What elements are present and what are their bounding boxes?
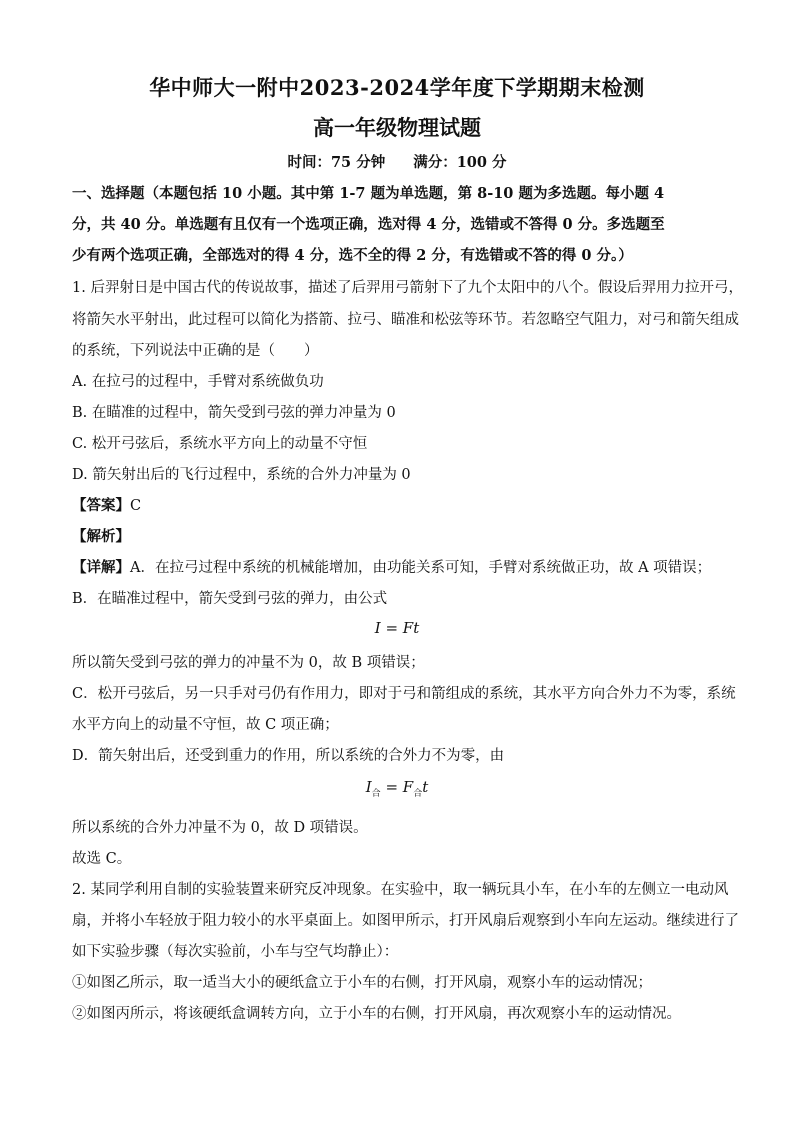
section-instruction-line: 一、选择题（本题包括 10 小题。其中第 1-7 题为单选题，第 8-10 题为多选题。每小题 4 [72,185,665,202]
q1-stem-line: 1. 后羿射日是中国古代的传说故事，描述了后羿用弓箭射下了九个太阳中的八个。假设后羿用力拉开弓， [72,280,743,296]
q1-detail-line: 水平方向上的动量不守恒，故 C 项正确； [72,717,339,733]
q2-stem-line: 如下实验步骤（每次实验前，小车与空气均静止）： [72,944,399,960]
q1-option-b: B. 在瞄准的过程中，箭矢受到弓弦的弹力冲量为 0 [72,405,396,421]
detail-tag: 【详解】 [72,560,130,576]
q1-stem-line: 的系统，下列说法中正确的是（ ） [72,343,319,359]
q1-option-d: D. 箭矢射出后的飞行过程中，系统的合外力冲量为 0 [72,467,411,483]
q1-detail-line: 故选 C。 [72,851,132,867]
answer-tag: 【答案】 [72,498,130,514]
q1-stem-line: 将箭矢水平射出，此过程可以简化为搭箭、拉弓、瞄准和松弦等环节。若忽略空气阻力，对弓和箭矢组成 [72,312,739,328]
exam-title: 华中师大一附中2023-2024学年度下学期期末检测 [149,75,645,100]
exam-time: 时间：75 分钟 [287,154,386,171]
q1-option-c: C. 松开弓弦后，系统水平方向上的动量不守恒 [72,436,368,452]
q1-option-a: A. 在拉弓的过程中，手臂对系统做负功 [72,374,324,390]
exam-info [0,151,794,172]
answer-value: C [130,498,142,514]
q1-detail-line: 所以箭矢受到弓弦的弹力的冲量不为 0，故 B 项错误； [72,655,425,671]
q2-step-1: ①如图乙所示，取一适当大小的硬纸盒立于小车的右侧，打开风扇，观察小车的运动情况； [72,975,652,991]
q2-step-2: ②如图丙所示，将该硬纸盒调转方向，立于小车的右侧，打开风扇，再次观察小车的运动情况。 [72,1006,681,1022]
q1-answer [72,494,722,515]
exam-score: 满分：100 分 [413,154,507,171]
detail-text: A．在拉弓过程中系统的机械能增加，由功能关系可知，手臂对系统做正功，故 A 项错误； [130,560,712,576]
formula-impulse: I = Ft [374,619,420,637]
q2-stem-line: 2. 某同学利用自制的实验装置来研究反冲现象。在实验中，取一辆玩具小车，在小车的左侧立一电动风 [72,882,729,898]
q1-detail-line: D．箭矢射出后，还受到重力的作用，所以系统的合外力不为零，由 [72,748,505,764]
section-instruction-line: 少有两个选项正确，全部选对的得 4 分，选不全的得 2 分，有选错或不答的得 0 分。） [72,247,633,264]
section-instruction-line: 分，共 40 分。单选题有且仅有一个选项正确，选对得 4 分，选错或不答得 0 分。多选题至 [72,216,665,233]
q1-detail-line: C．松开弓弦后，另一只手对弓仍有作用力，即对于弓和箭组成的系统，其水平方向合外力不为零，系统 [72,686,736,702]
analysis-tag: 【解析】 [72,529,130,545]
q1-detail-line: 所以系统的合外力冲量不为 0，故 D 项错误。 [72,820,368,836]
q1-detail-line: B．在瞄准过程中，箭矢受到弓弦的弹力，由公式 [72,591,388,607]
q1-detail-line [72,556,722,577]
formula-net-impulse: $I_合 = F_合t$ [365,778,429,799]
exam-subtitle: 高一年级物理试题 [313,115,481,140]
q2-stem-line: 扇，并将小车轻放于阻力较小的水平桌面上。如图甲所示，打开风扇后观察到小车向左运动。继续进行了 [72,913,739,929]
